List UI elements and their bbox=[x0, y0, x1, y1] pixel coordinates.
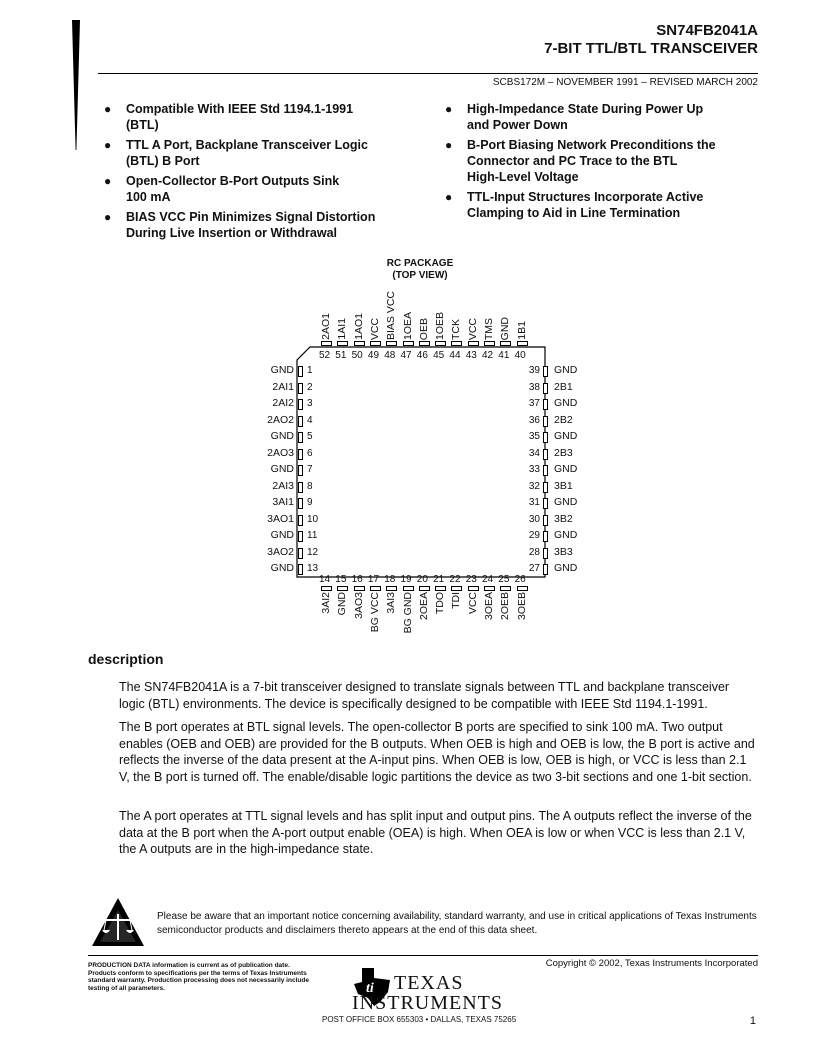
pin-pad bbox=[298, 366, 303, 377]
pin-pad bbox=[451, 586, 462, 591]
pin-number: 25 bbox=[498, 574, 510, 585]
pin-label: 3OEB bbox=[515, 592, 528, 621]
pin-label: GND bbox=[270, 562, 294, 574]
package-outline bbox=[296, 346, 546, 578]
pin-label: 1AO1 bbox=[352, 313, 365, 340]
pin-number: 5 bbox=[307, 431, 313, 442]
svg-text:ti: ti bbox=[366, 981, 374, 996]
footer-address: POST OFFICE BOX 655303 • DALLAS, TEXAS 75265 bbox=[322, 1015, 517, 1024]
pin-label: 1OEA bbox=[401, 311, 414, 340]
pin-number: 36 bbox=[528, 414, 540, 426]
pin-pad bbox=[419, 586, 430, 591]
feature-line: 100 mA bbox=[126, 190, 171, 204]
pin-pad bbox=[543, 548, 548, 559]
feature-item bbox=[104, 137, 416, 169]
feature-line: B-Port Biasing Network Preconditions the bbox=[467, 138, 716, 152]
pin-label: GND bbox=[554, 430, 578, 442]
pin-label: 2OEB bbox=[499, 592, 512, 621]
bullet-icon: ● bbox=[104, 102, 112, 116]
pin-number: 51 bbox=[335, 350, 347, 361]
feature-item bbox=[445, 137, 757, 185]
pin-label: 3B2 bbox=[554, 512, 573, 525]
pin-number: 15 bbox=[335, 574, 347, 585]
pin-number: 4 bbox=[307, 414, 313, 426]
pin-number: 44 bbox=[449, 350, 461, 361]
pin-pad bbox=[321, 586, 332, 591]
pin-pad bbox=[543, 564, 548, 575]
header-bar bbox=[72, 20, 80, 150]
pin-number: 12 bbox=[307, 546, 319, 558]
pin-label: 3OEA bbox=[483, 592, 495, 621]
pin-number: 21 bbox=[433, 574, 445, 585]
pin-number: 14 bbox=[319, 574, 331, 585]
pin-number: 3 bbox=[307, 398, 313, 409]
pin-number: 30 bbox=[528, 513, 540, 525]
pin-pad bbox=[543, 366, 548, 377]
part-number: SN74FB2041A bbox=[656, 22, 758, 39]
pin-pad bbox=[435, 586, 446, 591]
pin-pad bbox=[386, 586, 397, 591]
section-heading: description bbox=[88, 651, 164, 667]
pin-label: 3AO1 bbox=[267, 512, 294, 525]
pin-label: GND bbox=[270, 463, 294, 475]
pin-pad bbox=[517, 586, 528, 591]
pin-pad bbox=[468, 341, 479, 346]
pin-pad bbox=[435, 341, 446, 346]
pin-pad bbox=[484, 341, 495, 346]
pin-number: 7 bbox=[307, 464, 313, 475]
pin-pad bbox=[543, 531, 548, 542]
logo-text-instruments: INSTRUMENTS bbox=[352, 992, 504, 1014]
pin-number: 46 bbox=[416, 350, 428, 361]
pin-pad bbox=[298, 548, 303, 559]
package-title bbox=[360, 258, 480, 282]
pin-pad bbox=[354, 586, 365, 591]
pin-number: 18 bbox=[384, 574, 396, 585]
pin-number: 10 bbox=[307, 513, 319, 525]
header-rule bbox=[98, 73, 758, 74]
pin-number: 27 bbox=[528, 563, 540, 574]
pin-pad bbox=[543, 498, 548, 509]
bullet-icon: ● bbox=[104, 138, 112, 152]
feature-line: TTL A Port, Backplane Transceiver Logic bbox=[126, 138, 368, 152]
pin-number: 52 bbox=[319, 350, 331, 361]
paragraph-1: The SN74FB2041A is a 7-bit transceiver designed to translate signals between TTL and backplane transceiver logic (BTL) environments. The device is specifically designed to be compatible with IEEE Std 1194.1-1991. bbox=[119, 680, 730, 711]
feature-line: Open-Collector B-Port Outputs Sink bbox=[126, 174, 340, 188]
pin-number: 32 bbox=[528, 480, 540, 492]
pin-number: 49 bbox=[367, 350, 380, 361]
pin-pad bbox=[543, 465, 548, 476]
pin-label: 3B3 bbox=[554, 545, 573, 558]
pin-number: 43 bbox=[465, 350, 477, 361]
bullet-icon: ● bbox=[445, 190, 453, 204]
pin-number: 23 bbox=[465, 574, 477, 585]
paragraph-2: The B port operates at BTL signal levels. The open-collector B ports are specified to sink 100 mA. Two output enables (OEB and OEB) are provided for the B outputs. When OEB is high and OEB is low, the B port is active and reflects the inverse of the data present at the A-input pins. When OEB is low, OEB is high, or VCC is less than 2.1 V, the B port is turned off. The enable/disable logic partitions the device as two 3-bit sections and one 1-bit section. bbox=[119, 720, 755, 784]
pin-label: GND bbox=[336, 592, 349, 616]
pin-pad bbox=[298, 531, 303, 542]
pin-number: 41 bbox=[498, 350, 510, 361]
pin-label: 2AO3 bbox=[267, 446, 294, 459]
feature-line: During Live Insertion or Withdrawal bbox=[126, 226, 338, 240]
pin-label: OEB bbox=[417, 317, 430, 340]
pin-pad bbox=[298, 498, 303, 509]
pin-pad bbox=[543, 515, 548, 526]
package-view: (TOP VIEW) bbox=[392, 270, 448, 281]
pin-label: 2OEA bbox=[417, 592, 430, 621]
pin-label: GND bbox=[554, 496, 578, 508]
feature-line: (BTL) bbox=[126, 118, 159, 132]
pin-pad bbox=[298, 482, 303, 493]
pin-pad bbox=[403, 586, 414, 591]
pin-label: VCC bbox=[466, 592, 479, 615]
paragraph-3: The A port operates at TTL signal levels and has split input and output pins. The A outputs reflect the inverse of the data at the B port when the A-port output enable (OEA) is high. When OEA is low or when VCC is less than 2.1 V, the A outputs are in the high-impedance state. bbox=[119, 809, 752, 856]
pin-number: 16 bbox=[351, 574, 363, 585]
feature-line: (BTL) B Port bbox=[126, 154, 200, 168]
pin-label: 3B1 bbox=[554, 479, 573, 492]
pin-pad bbox=[517, 341, 528, 346]
warning-scales-icon bbox=[90, 896, 146, 948]
feature-line: High-Level Voltage bbox=[467, 170, 579, 184]
pin-label: TDO bbox=[434, 592, 447, 615]
pin-number: 33 bbox=[528, 464, 540, 475]
pin-label: 2B1 bbox=[554, 380, 573, 393]
bullet-icon: ● bbox=[104, 174, 112, 188]
package-name: RC PACKAGE bbox=[386, 258, 454, 269]
pin-pad bbox=[543, 449, 548, 460]
pin-pad bbox=[403, 341, 414, 346]
page-number: 1 bbox=[749, 1015, 756, 1027]
copyright: Copyright © 2002, Texas Instruments Incorporated bbox=[545, 958, 758, 969]
pin-pad bbox=[298, 449, 303, 460]
pin-label: 2B2 bbox=[554, 413, 573, 426]
pin-label: 1OEB bbox=[434, 311, 447, 340]
pin-number: 17 bbox=[367, 574, 380, 585]
pin-pad bbox=[484, 586, 495, 591]
logo-text-texas: TEXAS bbox=[394, 972, 464, 994]
pin-number: 35 bbox=[528, 431, 540, 442]
pin-pad bbox=[500, 341, 511, 346]
pin-label: 2B3 bbox=[554, 446, 573, 459]
pin-label: GND bbox=[554, 463, 578, 475]
pin-label: GND bbox=[270, 364, 294, 376]
pin-pad bbox=[543, 432, 548, 443]
pin-label: 3AI3 bbox=[385, 592, 398, 614]
pin-number: 50 bbox=[351, 350, 363, 361]
pin-label: 3AI1 bbox=[272, 496, 294, 508]
pin-label: TMS bbox=[483, 317, 495, 340]
feature-line: Compatible With IEEE Std 1194.1-1991 bbox=[126, 102, 354, 116]
feature-item bbox=[445, 101, 757, 133]
feature-line: Clamping to Aid in Line Termination bbox=[467, 206, 681, 220]
pin-label: TDI bbox=[450, 592, 463, 609]
pin-pad bbox=[321, 341, 332, 346]
pin-number: 38 bbox=[528, 381, 540, 393]
pin-pad bbox=[298, 515, 303, 526]
pin-pad bbox=[337, 586, 348, 591]
pin-number: 28 bbox=[528, 546, 540, 558]
pin-number: 29 bbox=[528, 530, 540, 541]
bullet-icon: ● bbox=[445, 102, 453, 116]
feature-line: TTL-Input Structures Incorporate Active bbox=[467, 190, 704, 204]
feature-item bbox=[104, 209, 416, 241]
pin-pad bbox=[543, 399, 548, 410]
pin-label: BG VCC bbox=[368, 592, 381, 633]
feature-line: Connector and PC Trace to the BTL bbox=[467, 154, 678, 168]
pin-number: 26 bbox=[514, 574, 526, 585]
pin-label: GND bbox=[554, 364, 578, 376]
pin-number: 2 bbox=[307, 381, 313, 393]
feature-line: and Power Down bbox=[467, 118, 568, 132]
pin-label: 3AO3 bbox=[352, 592, 365, 619]
pin-number: 31 bbox=[528, 497, 540, 508]
pin-label: 1AI1 bbox=[336, 318, 349, 340]
pin-number: 40 bbox=[514, 350, 526, 361]
pin-number: 47 bbox=[400, 350, 412, 361]
pin-label: GND bbox=[499, 316, 512, 340]
pin-label: 2AI3 bbox=[272, 479, 294, 492]
pin-label: 2AO2 bbox=[267, 413, 294, 426]
pin-label: GND bbox=[554, 397, 578, 409]
pin-number: 24 bbox=[482, 574, 494, 585]
pin-pad bbox=[543, 383, 548, 394]
pin-number: 48 bbox=[384, 350, 396, 361]
important-notice: Please be aware that an important notice concerning availability, standard warranty, and use in critical applications of Texas Instruments semiconductor products and disclaimers thereto appears at the end of this data sheet. bbox=[157, 911, 757, 936]
feature-item bbox=[104, 173, 416, 205]
pin-number: 42 bbox=[482, 350, 494, 361]
pin-pad bbox=[419, 341, 430, 346]
pin-pad bbox=[468, 586, 479, 591]
pin-pad bbox=[337, 341, 348, 346]
pin-number: 37 bbox=[528, 398, 540, 409]
pin-number: 20 bbox=[416, 574, 428, 585]
feature-item bbox=[104, 101, 416, 133]
pin-number: 22 bbox=[449, 574, 461, 585]
pin-pad bbox=[386, 341, 397, 346]
pin-label: GND bbox=[554, 562, 578, 574]
pin-number: 39 bbox=[528, 365, 540, 376]
pin-label: 2AI1 bbox=[272, 380, 294, 393]
pin-pad bbox=[354, 341, 365, 346]
header-title-block bbox=[544, 22, 758, 58]
doc-number-line: SCBS172M – NOVEMBER 1991 – REVISED MARCH 2002 bbox=[492, 77, 758, 88]
pin-number: 45 bbox=[433, 350, 445, 361]
pin-pad bbox=[298, 465, 303, 476]
pin-label: BG GND bbox=[401, 592, 414, 634]
bullet-icon: ● bbox=[104, 210, 112, 224]
pin-number: 8 bbox=[307, 480, 313, 492]
pin-number: 13 bbox=[307, 563, 319, 574]
pin-number: 34 bbox=[528, 447, 540, 459]
pin-label: 1B1 bbox=[515, 321, 528, 340]
feature-line: BIAS VCC Pin Minimizes Signal Distortion bbox=[126, 210, 376, 224]
pin-pad bbox=[370, 341, 381, 346]
pin-label: BIAS VCC bbox=[385, 290, 398, 340]
pin-label: GND bbox=[554, 529, 578, 541]
pin-number: 11 bbox=[307, 530, 318, 541]
pin-label: VCC bbox=[466, 317, 479, 340]
pin-pad bbox=[543, 482, 548, 493]
pin-pad bbox=[500, 586, 511, 591]
pin-pad bbox=[298, 399, 303, 410]
pin-label: 3AO2 bbox=[267, 545, 294, 558]
pin-label: 2AO1 bbox=[320, 313, 332, 340]
production-data-note: PRODUCTION DATA information is current as of publication date. Products conform to specifications per the terms of Texas Instruments standard warranty. Production processing does not necessarily include testing of all parameters. bbox=[88, 962, 309, 992]
footer-rule bbox=[88, 955, 758, 956]
pin-number: 6 bbox=[307, 447, 313, 459]
feature-item bbox=[445, 189, 757, 221]
bullet-icon: ● bbox=[445, 138, 453, 152]
pin-label: VCC bbox=[368, 317, 381, 340]
pin-pad bbox=[298, 432, 303, 443]
pin-pad bbox=[298, 564, 303, 575]
pin-label: GND bbox=[270, 430, 294, 442]
pin-pad bbox=[451, 341, 462, 346]
pin-number: 19 bbox=[400, 574, 412, 585]
pin-pad bbox=[543, 416, 548, 427]
doc-title: 7-BIT TTL/BTL TRANSCEIVER bbox=[544, 40, 758, 57]
pin-number: 1 bbox=[307, 365, 313, 376]
pin-label: TCK bbox=[450, 319, 463, 340]
pin-pad bbox=[298, 383, 303, 394]
pin-label: 2AI2 bbox=[272, 397, 294, 409]
pin-number: 9 bbox=[307, 497, 313, 508]
feature-line: High-Impedance State During Power Up bbox=[467, 102, 704, 116]
pin-label: 3AI2 bbox=[320, 592, 332, 614]
pin-pad bbox=[298, 416, 303, 427]
pin-pad bbox=[370, 586, 381, 591]
pin-label: GND bbox=[270, 529, 294, 541]
